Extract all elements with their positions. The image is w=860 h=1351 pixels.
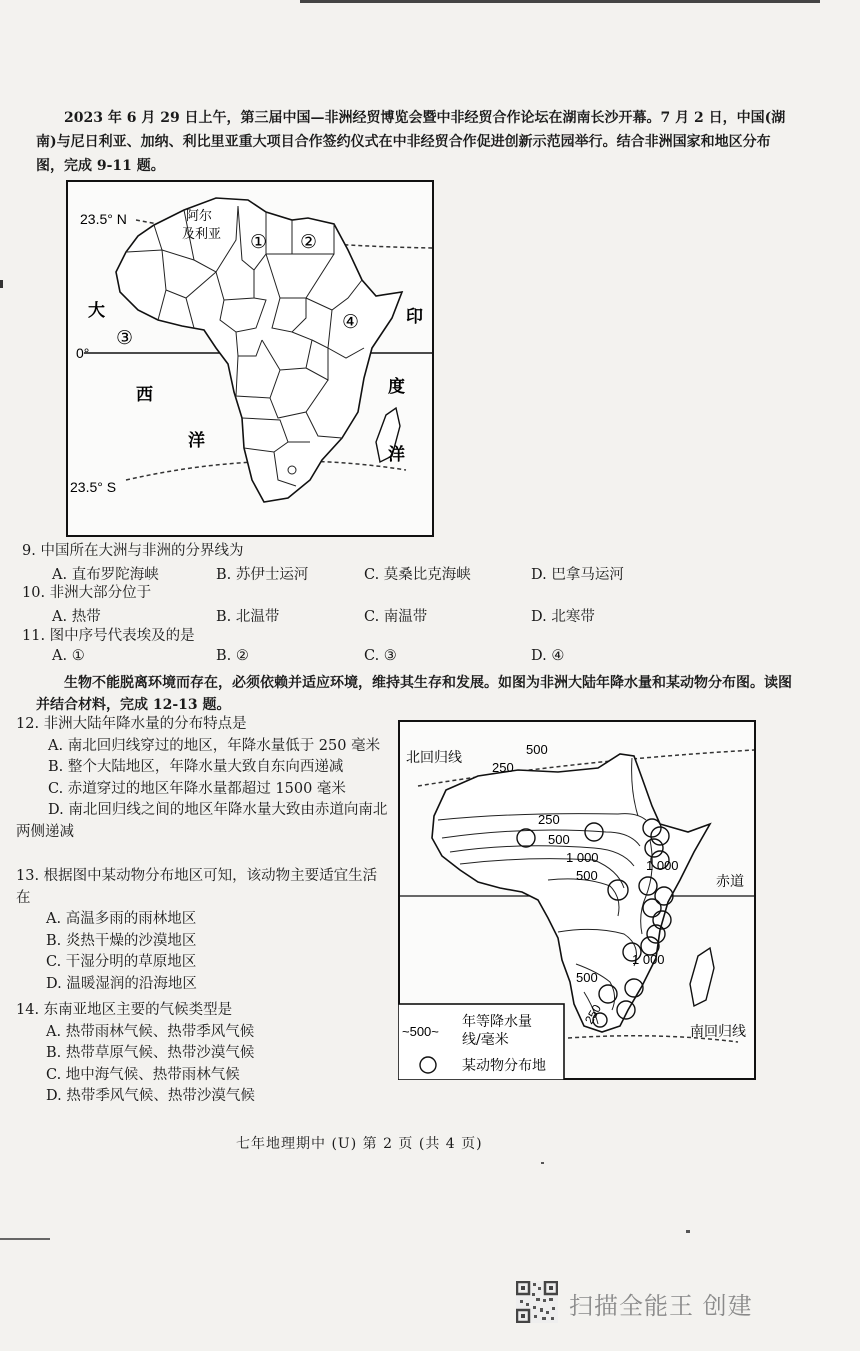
label-ocean-yang-1: 洋 [188,431,205,451]
q12-block [16,714,388,843]
label-num-2: ② [300,231,318,253]
legend-isohyet-label-2: 线/毫米 [462,1032,509,1048]
q11-stem: 11. 图中序号代表埃及的是 [22,628,195,644]
scan-bottom-edge [0,1238,50,1240]
q10-option-c: C. 南温带 [364,609,428,625]
page-footer: 七年地理期中 (U) 第 2 页 (共 4 页) [236,1136,483,1152]
label-tropic-s: 南回归线 [690,1024,746,1040]
legend-isohyet-label-1: 年等降水量 [462,1014,532,1030]
material-text: 生物不能脱离环境而存在，必须依赖并适应环境，维持其生存和发展。如图为非洲大陆年降水量和某动物分布图。读图并结合材料，完成 12-13 题。 [36,675,792,713]
label-iso-1000-s: 1 000 [632,952,665,967]
q11-option-d: D. ④ [531,648,565,664]
q13-option-d: D. 温暖湿润的沿海地区 [46,975,197,992]
label-iso-500-n: 500 [526,742,548,757]
q12-stem: 12. 非洲大陆年降水量的分布特点是 [16,716,247,732]
q9-option-a: A. 直布罗陀海峡 [52,567,159,583]
q11-option-a: A. ① [52,648,85,664]
q14-option-c: C. 地中海气候、热带雨林气候 [46,1066,240,1083]
intro-paragraph [36,106,796,178]
q10-stem: 10. 非洲大部分位于 [22,585,152,601]
q11-option-b: B. ② [216,648,249,664]
q14-option-a: A. 热带雨林气候、热带季风气候 [46,1023,255,1040]
q10-option-b: B. 北温带 [216,609,280,625]
legend-isohyet-symbol: ~500~ [402,1024,439,1039]
scan-speck [686,1230,690,1233]
q14-block [16,1000,388,1108]
label-equator: 赤道 [716,874,744,890]
scan-speck [541,1162,544,1164]
q12-option-c: C. 赤道穿过的地区年降水量都超过 1500 毫米 [48,780,346,797]
q13-option-a: A. 高温多雨的雨林地区 [46,911,197,927]
q14-option-d: D. 热带季风气候、热带沙漠气候 [46,1088,255,1104]
material-paragraph [36,672,796,716]
label-iso-500-b: 500 [548,832,570,847]
label-ocean-xi: 西 [136,385,153,405]
label-tropic-s: 23.5° S [70,479,117,495]
q10-option-d: D. 北寒带 [531,609,595,625]
q12-option-a: A. 南北回归线穿过的地区，年降水量低于 250 毫米 [48,737,381,754]
label-num-3: ③ [116,327,134,349]
label-equator: 0° [76,345,90,361]
scan-top-edge [300,0,820,3]
label-ocean-du: 度 [388,377,405,397]
label-iso-500-c: 500 [576,868,598,883]
africa-political-map [66,180,434,537]
label-tropic-n: 北回归线 [406,750,462,766]
q12-option-b: B. 整个大陆地区，年降水量大致自东向西递减 [48,759,344,775]
label-ocean-da: 大 [88,301,105,321]
q9-option-b: B. 苏伊士运河 [216,567,309,583]
label-ocean-yin: 印 [406,307,423,327]
q9-stem: 9. 中国所在大洲与非洲的分界线为 [22,543,244,559]
q14-stem: 14. 东南亚地区主要的气候类型是 [16,1002,233,1018]
legend-animal-label: 某动物分布地 [462,1058,546,1074]
q13-option-c: C. 干湿分明的草原地区 [46,954,197,970]
label-iso-250-n: 250 [492,760,514,775]
q10-option-a: A. 热带 [52,609,101,625]
watermark-text: 扫描全能王 创建 [569,1292,753,1320]
q11-option-c: C. ③ [364,648,397,664]
qr-code-icon [516,1281,558,1323]
label-iso-1000-b: 1 000 [646,858,679,873]
q12-option-d: D. 南北回归线之间的地区年降水量大致由赤道向南北两侧递减 [16,802,388,840]
q9-option-d: D. 巴拿马运河 [531,567,624,583]
label-ocean-yang-2: 洋 [388,445,405,465]
label-algeria-1: 阿尔 [186,209,213,224]
label-num-4: ④ [342,311,360,333]
label-iso-250-b: 250 [538,812,560,827]
q14-option-b: B. 热带草原气候、热带沙漠气候 [46,1045,255,1061]
label-iso-1000-a: 1 000 [566,850,599,865]
label-iso-250-s: 250 [581,1002,605,1027]
q13-stem: 13. 根据图中某动物分布地区可知，该动物主要适宜生活在 [16,868,378,906]
legend [398,1004,564,1080]
label-iso-500-s: 500 [576,970,598,985]
q13-option-b: B. 炎热干燥的沙漠地区 [46,932,197,949]
africa-precipitation-map [398,720,756,1080]
q13-block [16,866,388,995]
scan-side-mark [0,280,3,288]
label-num-1: ① [250,231,268,253]
q9-option-c: C. 莫桑比克海峡 [364,567,471,583]
label-tropic-n: 23.5° N [80,211,127,227]
label-algeria-2: 及利亚 [182,227,222,242]
intro-text: 2023 年 6 月 29 日上午，第三届中国—非洲经贸博览会暨中非经贸合作论坛在湖南长沙开幕。7 月 2 日，中国(湖南)与尼日利亚、加纳、利比里亚重大项目合作签约仪式在中非经贸合作促进创新示范园举行。结合非洲国家和地区分布图，完成 9-11 题。 [36,110,786,174]
